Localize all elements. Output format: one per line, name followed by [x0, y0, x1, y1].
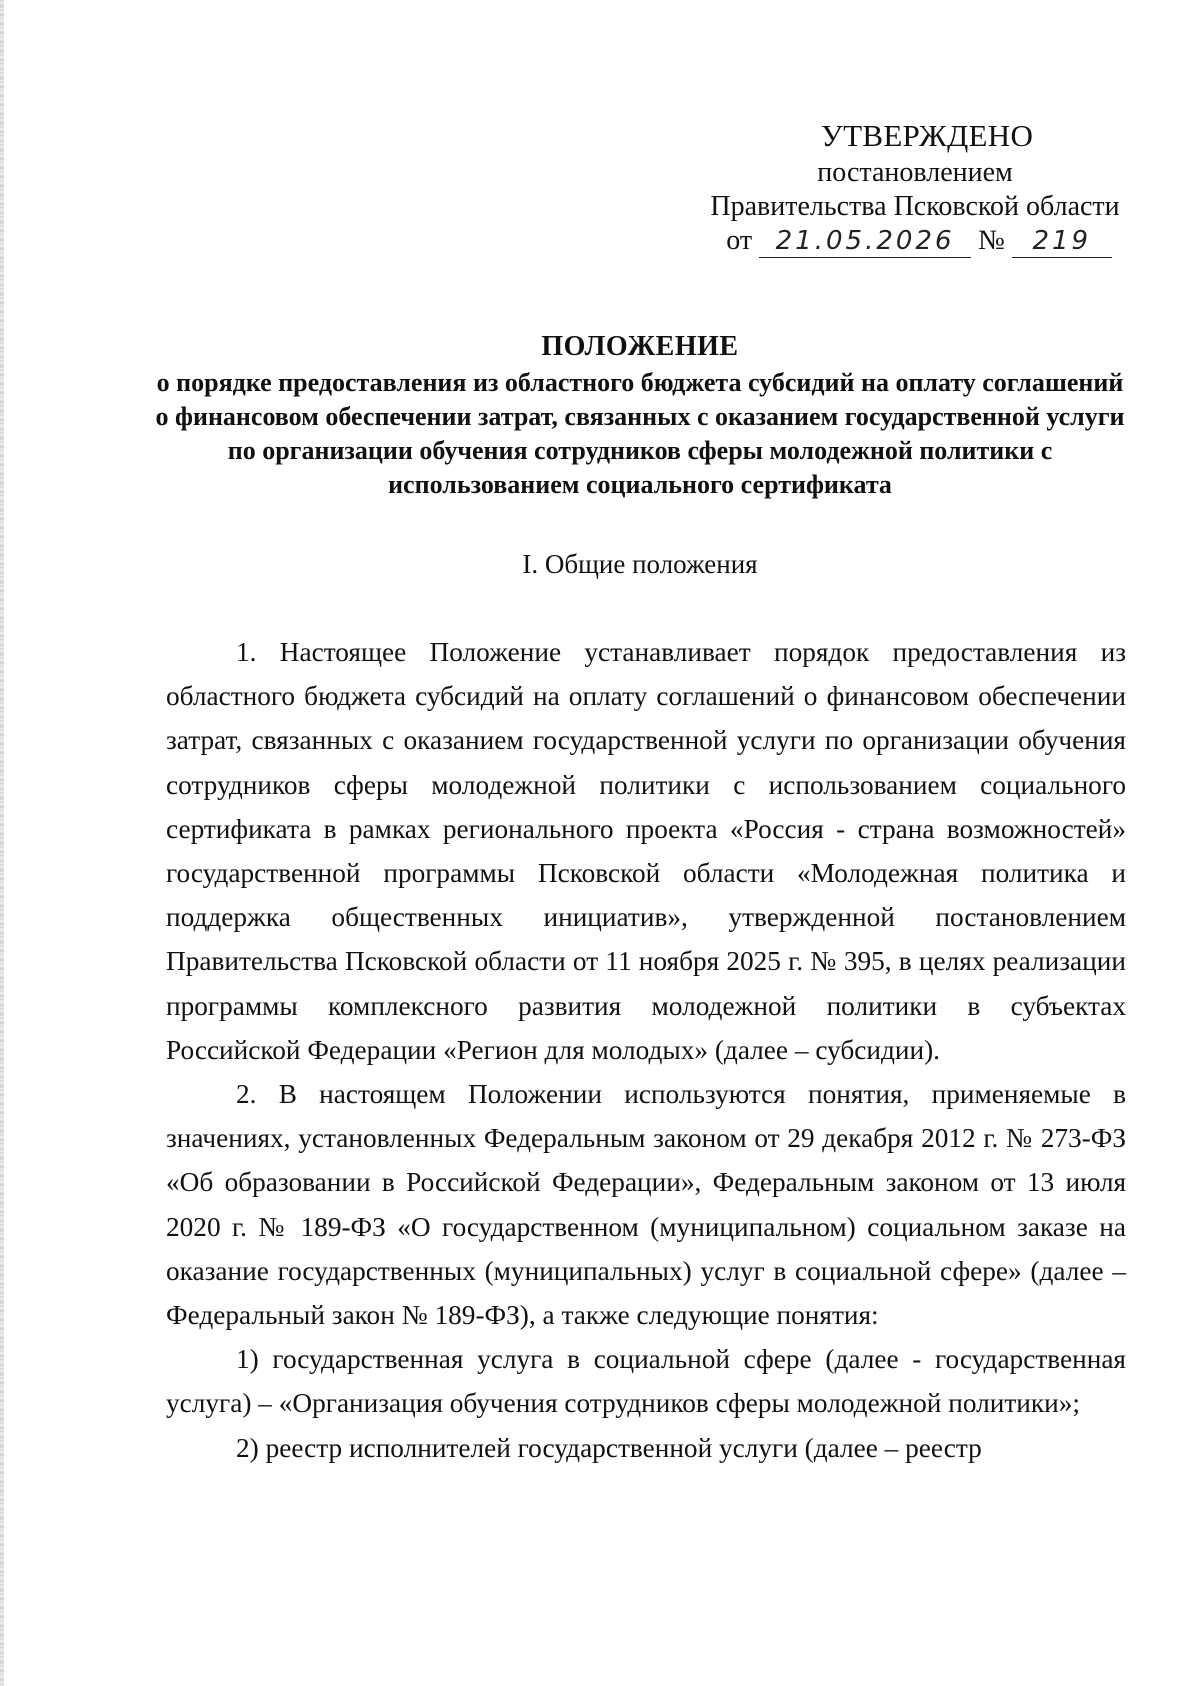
paragraph-2: 2. В настоящем Положении используются понятия, применяемые в значениях, установленных Федеральным законом от 29 декабря 2012 г. № 273-ФЗ «Об образовании в Российской Федерации», Федеральным законом от 13 июля 2020 г. № 189-ФЗ «О государственном (муниципальном) социальном заказе на оказание государственных (муниципальных) услуг в социальной сфере» (далее – Федеральный закон № 189-ФЗ), а также следующие понятия:: [166, 1079, 1126, 1331]
decree-date-line: [700, 224, 1130, 258]
document-title: [150, 330, 1130, 502]
paragraph-1: 1. Настоящее Положение устанавливает порядок предоставления из областного бюджета субсидий на оплату соглашений о финансовом обеспечении затрат, связанных с оказанием государственной услуги по организации обучения сотрудников сферы молодежной политики с использованием социального сертификата в рамках регионального проекта «Россия - страна возможностей» государственной программы Псковской области «Молодежная политика и поддержка общественных инициатив», утвержденной постановлением Правительства Псковской области от 11 ноября 2025 г. № 395, в целях реализации программы комплексного развития молодежной политики в субъектах Российской Федерации «Регион для молодых» (далее – субсидии).: [166, 637, 1126, 1065]
section-heading: I. Общие положения: [522, 549, 758, 579]
number-label: №: [978, 225, 1005, 256]
document-body: [166, 630, 1126, 1470]
approval-block: [700, 116, 1130, 258]
paragraph-3: 1) государственная услуга в социальной сфере (далее - государственная услуга) – «Организация обучения сотрудников сферы молодежной политики»;: [166, 1344, 1126, 1419]
approved-stamp: УТВЕРЖДЕНО: [820, 118, 1034, 153]
from-label: от: [726, 225, 753, 256]
title-subtitle: о порядке предоставления из областного бюджета субсидий на оплату соглашений о финансовом обеспечении затрат, связанных с оказанием государственной услуги по организации обучения сотрудников сферы молодежной политики с использованием социального сертификата: [155, 368, 1125, 499]
government-name: Правительства Псковской области: [710, 191, 1120, 222]
by-decree: постановлением: [817, 157, 1013, 188]
scan-edge: [0, 0, 4, 1686]
paragraph-4: 2) реестр исполнителей государственной услуги (далее – реестр: [236, 1432, 982, 1463]
handwritten-date: 21.05.2026: [759, 225, 971, 258]
handwritten-number: 219: [1012, 225, 1112, 258]
title-main: ПОЛОЖЕНИЕ: [541, 331, 739, 362]
